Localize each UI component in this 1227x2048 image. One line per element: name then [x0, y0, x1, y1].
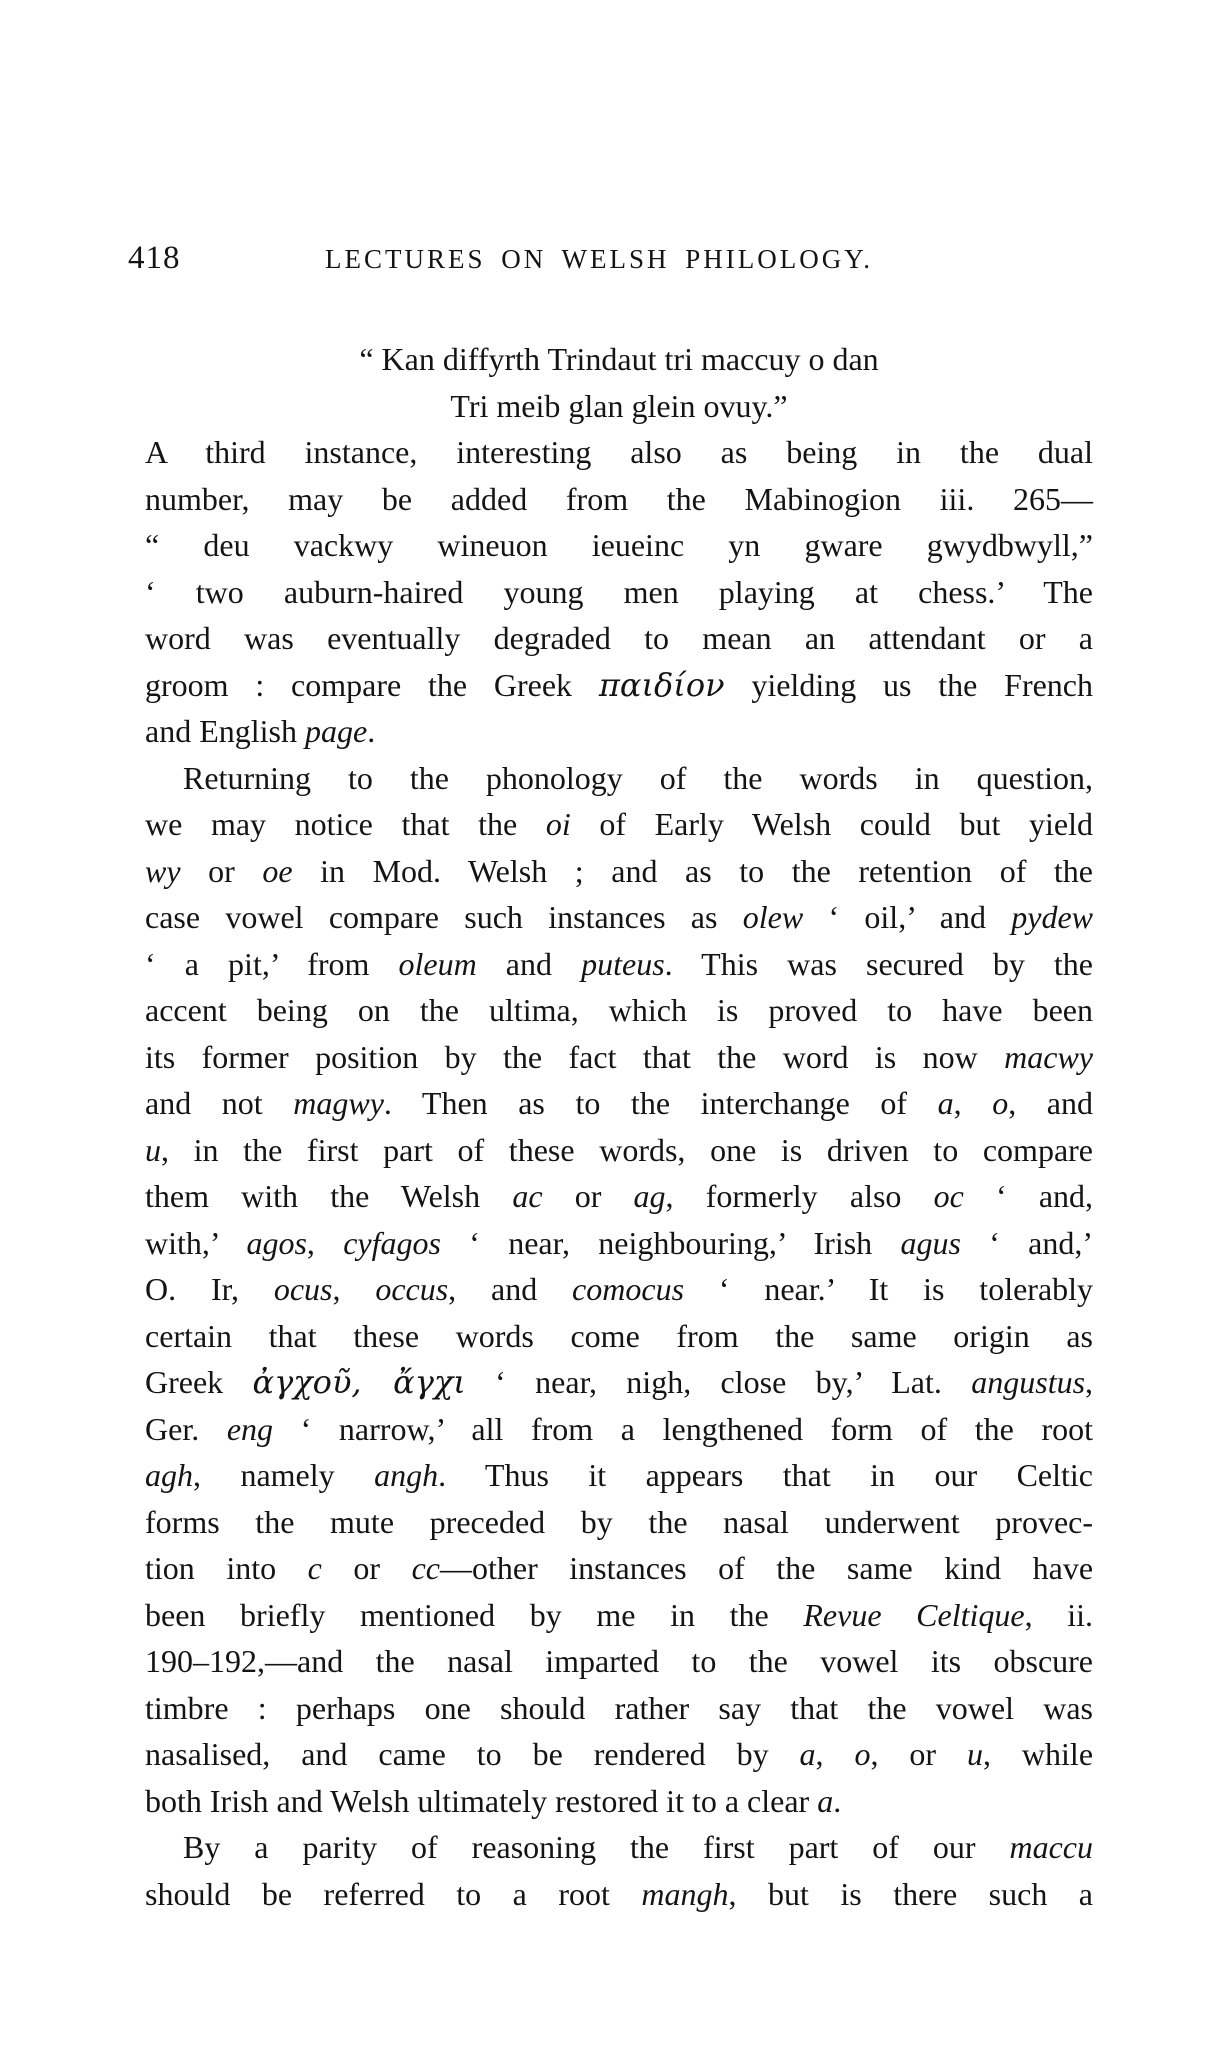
italic-term: o — [854, 1736, 871, 1772]
page-header — [128, 240, 1093, 286]
italic-term: angh — [374, 1457, 439, 1493]
text-segment: should be referred to a root — [145, 1875, 642, 1912]
text-segment: timbre : perhaps one should rather say that the vowel was — [145, 1689, 1093, 1726]
text-line — [145, 1452, 1093, 1499]
text-segment: ‘ a pit,’ from — [145, 945, 399, 982]
text-line — [145, 615, 1093, 662]
italic-term: eng — [226, 1410, 274, 1447]
text-segment: , — [815, 1736, 855, 1772]
text-segment: ‘ near, nigh, close by,’ Lat. — [465, 1364, 972, 1400]
italic-term: cyfagos — [343, 1224, 441, 1261]
text-segment: —other instances of the same kind have — [439, 1550, 1094, 1586]
text-segment: ‘ and,’ — [960, 1224, 1094, 1261]
text-segment: , — [332, 1271, 376, 1307]
text-segment: of Early Welsh could but yield — [570, 806, 1094, 842]
text-line — [145, 848, 1093, 895]
italic-term: oleum — [398, 945, 477, 982]
text-segment: By a parity of reasoning the first part of our — [183, 1829, 1010, 1865]
text-line — [145, 1638, 1093, 1685]
page-number: 418 — [128, 240, 181, 276]
italic-term: u — [145, 1131, 161, 1168]
text-segment: , but is there such a — [728, 1875, 1094, 1912]
text-segment: or — [321, 1550, 412, 1586]
text-segment: Returning to the phonology of the words in question, — [183, 759, 1093, 796]
italic-term: olew — [742, 899, 804, 935]
text-line — [145, 1545, 1093, 1592]
text-line — [145, 1499, 1093, 1546]
text-segment: , or — [870, 1736, 967, 1772]
text-segment: number, may be added from the Mabinogion iii. 265— — [145, 480, 1093, 517]
text-line — [145, 987, 1093, 1034]
text-line — [145, 801, 1093, 848]
text-segment: both Irish and Welsh ultimately restored it to a clear — [145, 1782, 818, 1819]
text-segment: tion into — [145, 1550, 308, 1586]
italic-term: magwy — [293, 1085, 384, 1121]
text-segment: ‘ near.’ It is tolerably — [684, 1271, 1094, 1307]
text-segment: . Thus it appears that in our Celtic — [438, 1457, 1093, 1493]
text-line — [145, 708, 1093, 755]
text-block — [145, 336, 1093, 1917]
italic-term: a — [937, 1085, 954, 1121]
text-line — [145, 1173, 1093, 1220]
text-line — [145, 522, 1093, 569]
text-segment: ‘ two auburn-haired young men playing at chess.’ The — [145, 573, 1093, 610]
text-segment: in Mod. Welsh ; and as to the retention of the — [292, 852, 1094, 889]
text-segment: , while — [983, 1736, 1094, 1772]
text-line — [145, 1592, 1093, 1639]
text-segment: “ Kan diffyrth Trindaut tri maccuy o dan — [359, 341, 879, 377]
italic-term: maccu — [1009, 1829, 1093, 1865]
italic-term: o — [992, 1085, 1009, 1121]
text-segment: , formerly also — [665, 1178, 934, 1214]
text-line — [145, 569, 1093, 616]
italic-term: macwy — [1004, 1038, 1093, 1075]
text-segment: accent being on the ultima, which is proved to have been — [145, 992, 1093, 1028]
text-line — [145, 1871, 1093, 1918]
italic-term: angustus — [971, 1364, 1086, 1400]
italic-term: comocus — [572, 1271, 685, 1307]
italic-term: ac — [512, 1178, 543, 1214]
text-segment: with,’ — [145, 1224, 247, 1261]
italic-term: page — [304, 713, 368, 749]
text-segment: or — [542, 1178, 634, 1214]
italic-term: ocus — [273, 1271, 333, 1307]
text-line — [145, 1731, 1093, 1778]
text-segment: and — [476, 945, 582, 982]
text-line — [145, 755, 1093, 802]
text-line — [145, 1080, 1093, 1127]
text-segment: and not — [145, 1085, 294, 1121]
text-segment: 190–192,—and the nasal imparted to the vowel its obscure — [145, 1643, 1093, 1679]
italic-term: u — [967, 1736, 983, 1772]
text-segment: forms the mute preceded by the nasal underwent provec- — [145, 1503, 1093, 1540]
text-segment: we may notice that the — [145, 806, 546, 842]
text-segment: its former position by the fact that the word is now — [145, 1038, 1005, 1075]
text-line — [145, 1266, 1093, 1313]
italic-term: oc — [933, 1178, 964, 1214]
italic-term: agh — [145, 1457, 193, 1493]
text-line — [145, 1359, 1093, 1406]
text-segment: ‘ narrow,’ all from a lengthened form of the root — [273, 1410, 1094, 1447]
text-line — [145, 1778, 1093, 1825]
text-segment: . — [367, 713, 376, 749]
text-segment: certain that these words come from the same origin as — [145, 1317, 1093, 1354]
text-line — [145, 1685, 1093, 1732]
text-segment: and English — [145, 713, 305, 749]
text-segment: nasalised, and came to be rendered by — [145, 1736, 800, 1772]
greek-term: ἀγχοῦ, ἄγχι — [252, 1363, 466, 1401]
text-line — [145, 1127, 1093, 1174]
text-segment: . This was secured by the — [664, 945, 1093, 982]
text-line — [145, 383, 1093, 430]
text-segment: . — [833, 1782, 842, 1819]
italic-term: mangh — [641, 1875, 729, 1912]
text-line — [145, 336, 1093, 383]
text-segment: them with the Welsh — [145, 1178, 513, 1214]
text-line — [145, 941, 1093, 988]
italic-term: puteus — [581, 945, 665, 982]
italic-term: oe — [262, 852, 293, 889]
text-line — [145, 476, 1093, 523]
text-segment: ‘ near, neighbouring,’ Irish — [440, 1224, 901, 1261]
italic-term: agos — [246, 1224, 307, 1261]
text-segment: . Then as to the interchange of — [383, 1085, 938, 1121]
text-line — [145, 662, 1093, 709]
text-segment: A third instance, interesting also as being in the dual — [145, 434, 1093, 470]
text-segment: , — [306, 1224, 344, 1261]
text-line — [145, 1406, 1093, 1453]
running-title: LECTURES ON WELSH PHILOLOGY. — [324, 244, 873, 274]
text-segment: groom : compare the Greek — [145, 666, 599, 703]
text-segment: , ii. — [1024, 1596, 1094, 1633]
text-segment: case vowel compare such instances as — [145, 899, 743, 935]
text-segment: , namely — [193, 1457, 375, 1493]
text-segment: Ger. — [145, 1410, 227, 1447]
text-segment: , — [953, 1085, 993, 1121]
italic-term: oi — [545, 806, 571, 842]
text-line — [145, 429, 1093, 476]
text-segment: O. Ir, — [145, 1271, 274, 1307]
italic-term: agus — [900, 1224, 961, 1261]
text-segment: Tri meib glan glein ovuy.” — [450, 387, 788, 424]
italic-term: cc — [411, 1550, 440, 1586]
italic-term: c — [307, 1550, 322, 1586]
greek-term: παιδίον — [598, 665, 725, 704]
text-segment: , and — [1008, 1085, 1094, 1121]
text-segment: been briefly mentioned by me in the — [145, 1596, 804, 1633]
italic-term: pydew — [1011, 899, 1094, 935]
text-segment: , and — [448, 1271, 573, 1307]
italic-term: a — [799, 1736, 816, 1772]
text-segment: , in the first part of these words, one is driven to compare — [161, 1131, 1093, 1168]
italic-term: a — [817, 1782, 834, 1819]
italic-term: wy — [145, 852, 181, 889]
text-line — [145, 1220, 1093, 1267]
text-segment: Greek — [145, 1364, 253, 1400]
text-line — [145, 1313, 1093, 1360]
text-segment: “ deu vackwy wineuon ieueinc yn gware gwydbwyll,” — [145, 527, 1093, 563]
italic-term: Revue Celtique — [803, 1596, 1025, 1633]
text-line — [145, 1034, 1093, 1081]
text-segment: yielding us the French — [724, 666, 1094, 703]
text-segment: or — [180, 852, 263, 889]
text-segment: word was eventually degraded to mean an attendant or a — [145, 620, 1093, 656]
text-line — [145, 1824, 1093, 1871]
text-segment: , — [1085, 1364, 1094, 1400]
text-segment: ‘ and, — [963, 1178, 1094, 1214]
text-line — [145, 894, 1093, 941]
italic-term: occus — [375, 1271, 449, 1307]
text-segment: ‘ oil,’ and — [803, 899, 1012, 935]
italic-term: ag — [633, 1178, 666, 1214]
